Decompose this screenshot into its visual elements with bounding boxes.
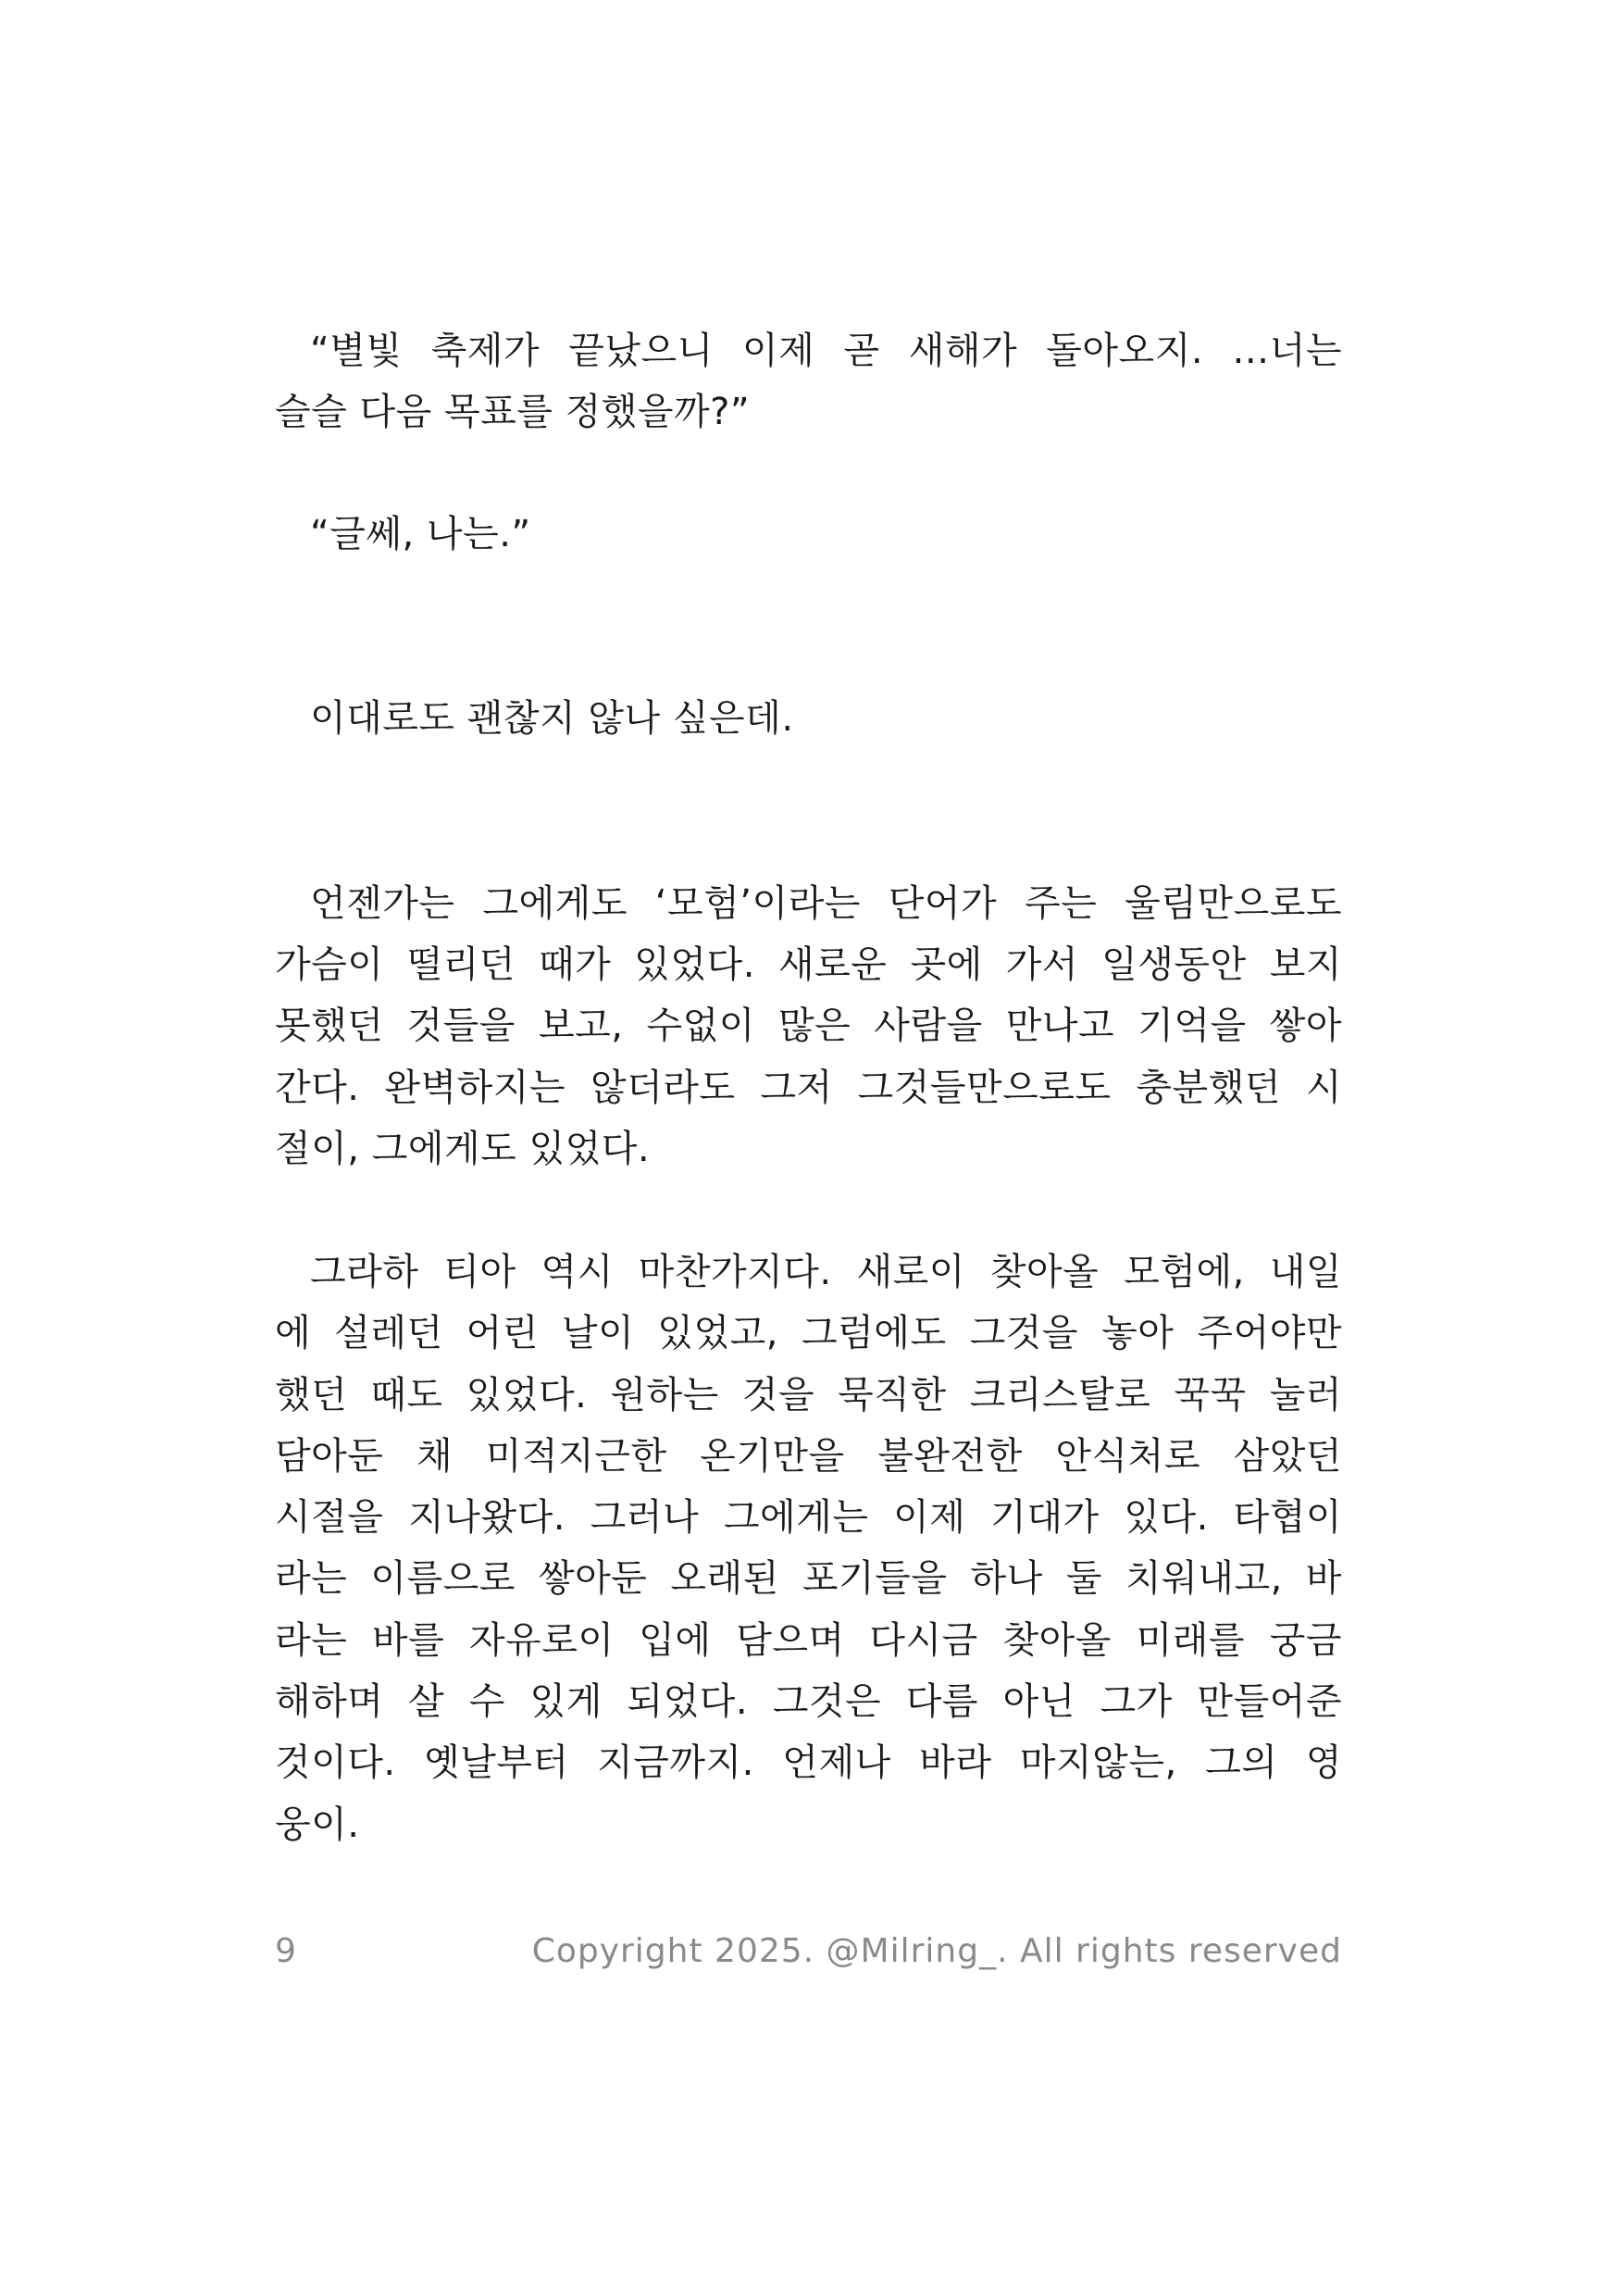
paragraph-line: 가슴이 떨리던 때가 있었다. 새로운 곳에 가서 일생동안 보지 xyxy=(275,943,1342,986)
paragraph-line: 언젠가는 그에게도 ‘모험’이라는 단어가 주는 울림만으로도 xyxy=(310,882,1342,925)
paragraph-line: 그라하 티아 역시 마찬가지다. 새로이 찾아올 모험에, 내일 xyxy=(310,1251,1342,1293)
paragraph-line: 시절을 지나왔다. 그러나 그에게는 이제 기대가 있다. 타협이 xyxy=(275,1496,1342,1539)
paragraph-line: 것이다. 옛날부터 지금까지. 언제나 바라 마지않는, 그의 영 xyxy=(275,1741,1342,1784)
dialogue-line: 슬슬 다음 목표를 정했을까?” xyxy=(275,391,751,433)
page-number: 9 xyxy=(275,1932,297,1970)
paragraph-line: 라는 이름으로 쌓아둔 오래된 포기들을 하나 둘 치워내고, 바 xyxy=(275,1557,1342,1600)
dialogue-line: “별빛 축제가 끝났으니 이제 곧 새해가 돌아오지. …너는 xyxy=(310,330,1342,372)
paragraph-line: 라는 바를 자유로이 입에 담으며 다시금 찾아올 미래를 궁금 xyxy=(275,1619,1342,1662)
paragraph-line: 담아둔 채 미적지근한 온기만을 불완전한 안식처로 삼았던 xyxy=(275,1435,1342,1478)
paragraph-line: 웅이. xyxy=(275,1803,360,1846)
paragraph-line: 했던 때도 있었다. 원하는 것을 묵직한 크리스탈로 꾹꾹 눌러 xyxy=(275,1374,1342,1416)
dialogue-line: “글쎄, 나는.” xyxy=(310,513,531,555)
paragraph-line: 에 설레던 어린 날이 있었고, 그럼에도 그것을 놓아 주어야만 xyxy=(275,1312,1342,1354)
paragraph-line: 절이, 그에게도 있었다. xyxy=(275,1128,651,1170)
copyright-notice: Copyright 2025. @Milring_. All rights reserved xyxy=(531,1932,1342,1970)
paragraph-line: 못했던 것들을 보고, 수없이 많은 사람을 만나고 기억을 쌓아 xyxy=(275,1004,1342,1047)
paragraph-line: 이대로도 괜찮지 않나 싶은데. xyxy=(310,697,794,740)
paragraph-line: 해하며 살 수 있게 되었다. 그것은 다름 아닌 그가 만들어준 xyxy=(275,1680,1342,1723)
paragraph-line: 간다. 완벽하지는 않더라도 그저 그것들만으로도 충분했던 시 xyxy=(275,1067,1342,1109)
